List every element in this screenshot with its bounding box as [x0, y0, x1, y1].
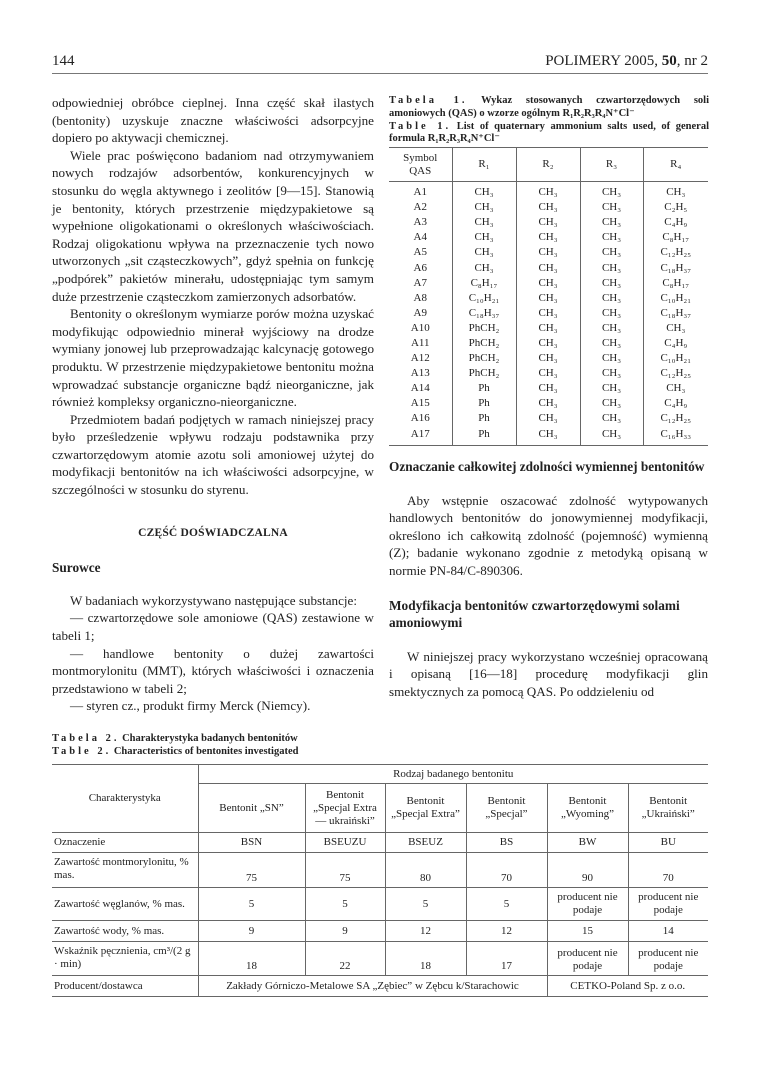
table-row: Zawartość montmorylonitu, % mas. 75 75 80 70 90 70: [52, 853, 708, 888]
table-header-row: [389, 148, 708, 182]
producer-1: Zakłady Górniczo-Metalowe SA „Zębiec” w Zębcu k/Starachowic: [198, 976, 547, 997]
caption-text-pl: Charakterystyka badanych bentonitów: [122, 733, 298, 744]
caption-label: Table 1.: [389, 120, 452, 132]
caption-text-en: List of quaternary ammonium salts used, of general formula R₁R₂R₃R₄N⁺Cl⁻: [389, 120, 709, 145]
column-header: Bentonit „Wyoming”: [547, 784, 628, 833]
paragraph: Aby wstępnie oszacować zdolność wytypowanych handlowych bentonitów do jonowymiennej modyfikacji, określono ich całkowitą zdolność (pojemność) wymienną (Z); badanie wykonano zgodnie z metodyką opisaną w normie PN-84/C-890306.: [389, 492, 708, 578]
table-row: Wskaźnik pęcznienia, cm³/(2 g · min) 18 22 18 17 producent nie podaje producent nie podaje: [52, 942, 708, 976]
table-row: Producent/dostawca Zakłady Górniczo-Metalowe SA „Zębiec” w Zębcu k/Starachowic CETKO-Poland Sp. z o.o.: [52, 976, 708, 997]
journal-header: [545, 53, 708, 70]
section-heading: CZĘŚĆ DOŚWIADCZALNA: [138, 526, 288, 539]
table2: [52, 764, 708, 997]
column-header: Bentonit „Specjal”: [466, 784, 547, 833]
table-row: A15 Ph CH₃ CH₃ C₄H₉: [389, 396, 708, 411]
list-item: — handlowe bentonity o dużej zawartości montmorylonitu (MMT), których właściwości i oznaczenia przedstawiono w tabeli 2;: [52, 645, 374, 696]
journal-volume: 50: [661, 53, 677, 69]
table-row: A13 PhCH₂ CH₃ CH₃ C₁₂H₂₅: [389, 366, 708, 381]
subheading: Surowce: [52, 560, 101, 576]
table-row: Zawartość wody, % mas. 9 9 12 12 15 14: [52, 921, 708, 942]
table-row: A17 Ph CH₃ CH₃ C₁₆H₃₃: [389, 427, 708, 446]
table-row: A8 C₁₀H₂₁ CH₃ CH₃ C₁₀H₂₁: [389, 291, 708, 306]
table-row: A11 PhCH₂ CH₃ CH₃ C₄H₉: [389, 336, 708, 351]
paragraph: W badaniach wykorzystywano następujące substancje:: [70, 592, 357, 608]
column-header: R₁: [452, 148, 516, 182]
column-header: Bentonit „Specjal Extra”: [385, 784, 466, 833]
paragraph: odpowiedniej obróbce cieplnej. Inna część skał ilastych (bentonity) uzyskuje znaczne właściwości adsorpcyjne dopiero po aktywacji chemicznej.: [52, 95, 374, 146]
caption-label: Tabela 1.: [389, 95, 468, 106]
table-row: A5 CH₃ CH₃ CH₃ C₁₂H₂₅: [389, 245, 708, 260]
table-row: Zawartość węglanów, % mas. 5 5 5 5 producent nie podaje producent nie podaje: [52, 888, 708, 921]
row-header-title: Charakterystyka: [52, 765, 198, 833]
group-header: Rodzaj badanego bentonitu: [198, 765, 708, 784]
column-header: Bentonit „Ukraiński”: [628, 784, 708, 833]
subheading: Modyfikacja bentonitów czwartorzędowymi solami amoniowymi: [389, 597, 680, 631]
paragraph: W niniejszej pracy wykorzystano wcześniej opracowaną i opisaną [16—18] procedurę modyfikacji glin smektycznych za pomocą QAS. Po oddzieleniu od: [389, 648, 708, 699]
paragraph: Wiele prac poświęcono badaniom nad otrzymywaniem nowych rodzajów adsorbentów, konkurencyjnych w stosunku do węgla aktywnego i zeolitów [9—15]. Stanowią je bentonity, których przestrzenie międzypakietowe są wypełnione oligokationami o określonych właściwościach. Rodzaj oligokationu wpływa na przeznaczenie tych nowo utworzonych „sit cząsteczkowych”, gdyż spełnia on funkcję „podpórek” pakietów minerału, udostępniając tym samym duże przestrzenie cząsteczkom zamierzonych adsorbatów.: [52, 147, 374, 304]
table-header-row: [52, 765, 708, 784]
table1: [389, 147, 708, 446]
table-row: Oznaczenie BSN BSEUZU BSEUZ BS BW BU: [52, 833, 708, 853]
left-column: [52, 94, 374, 715]
table-row: A12 PhCH₂ CH₃ CH₃ C₁₀H₂₁: [389, 351, 708, 366]
paragraph: Przedmiotem badań podjętych w ramach niniejszej pracy było prześledzenie wpływu rodzaju podstawnika przy czwartorzędowym atomie azotu soli amoniowej użytej do modyfikacji bentonitów na ich właściwości adsorpcyjne, w szczególności w stosunku do styrenu.: [52, 411, 374, 498]
table1-caption: [389, 95, 709, 146]
list-item: — styren cz., produkt firmy Merck (Niemcy).: [70, 698, 311, 714]
column-header: R₄: [643, 148, 708, 182]
table-row: A3 CH₃ CH₃ CH₃ C₄H₉: [389, 215, 708, 230]
column-header: R₃: [580, 148, 643, 182]
table-row: A14 Ph CH₃ CH₃ CH₃: [389, 381, 708, 396]
table-row: A6 CH₃ CH₃ CH₃ C₁₈H₃₇: [389, 260, 708, 275]
journal-title: POLIMERY 2005,: [545, 53, 662, 69]
column-header: R₂: [516, 148, 580, 182]
caption-label: Tabela 2.: [52, 733, 120, 744]
caption-text-pl: Wykaz stosowanych czwartorzędowych soli amoniowych (QAS) o wzorze ogólnym R₁R₂R₃R₄N⁺Cl⁻: [389, 95, 709, 119]
table-row: A1 CH₃ CH₃ CH₃ CH₃: [389, 182, 708, 201]
table2-caption: [52, 733, 712, 759]
column-header: Bentonit „SN”: [198, 784, 305, 833]
table-row: A10 PhCH₂ CH₃ CH₃ CH₃: [389, 321, 708, 336]
caption-text-en: Characteristics of bentonites investigated: [113, 745, 299, 757]
header-rule: [52, 73, 708, 74]
list-item: — czwartorzędowe sole amoniowe (QAS) zestawione w tabeli 1;: [52, 610, 374, 644]
table-row: A9 C₁₈H₃₇ CH₃ CH₃ C₁₈H₃₇: [389, 306, 708, 321]
column-header: Symbol QAS: [389, 148, 452, 182]
paragraph: Bentonity o określonym wymiarze porów można uzyskać modyfikując odpowiednio minerał wyjściowy na drodze wymiany jonowej lub przeprowadzając kalcynację gotowego produktu. W przestrzenie międzypakietowe bentonitu można wprowadzać substancje organiczne bądź nieorganiczne, jak również kompleksy organiczno-nieorganiczne.: [52, 306, 374, 410]
page-number: 144: [52, 53, 75, 69]
right-column: [389, 458, 708, 701]
caption-label: Table 2.: [52, 745, 112, 757]
producer-2: CETKO-Poland Sp. z o.o.: [547, 976, 708, 997]
table-row: A7 C₈H₁₇ CH₃ CH₃ C₈H₁₇: [389, 276, 708, 291]
column-header: Bentonit „Specjal Extra — ukraiński”: [305, 784, 385, 833]
table-row: A4 CH₃ CH₃ CH₃ C₈H₁₇: [389, 230, 708, 245]
table-row: A16 Ph CH₃ CH₃ C₁₂H₂₅: [389, 411, 708, 426]
journal-issue: , nr 2: [676, 53, 708, 69]
subheading: Oznaczanie całkowitej zdolności wymiennej bentonitów: [389, 459, 705, 474]
table-row: A2 CH₃ CH₃ CH₃ C₂H₅: [389, 200, 708, 215]
